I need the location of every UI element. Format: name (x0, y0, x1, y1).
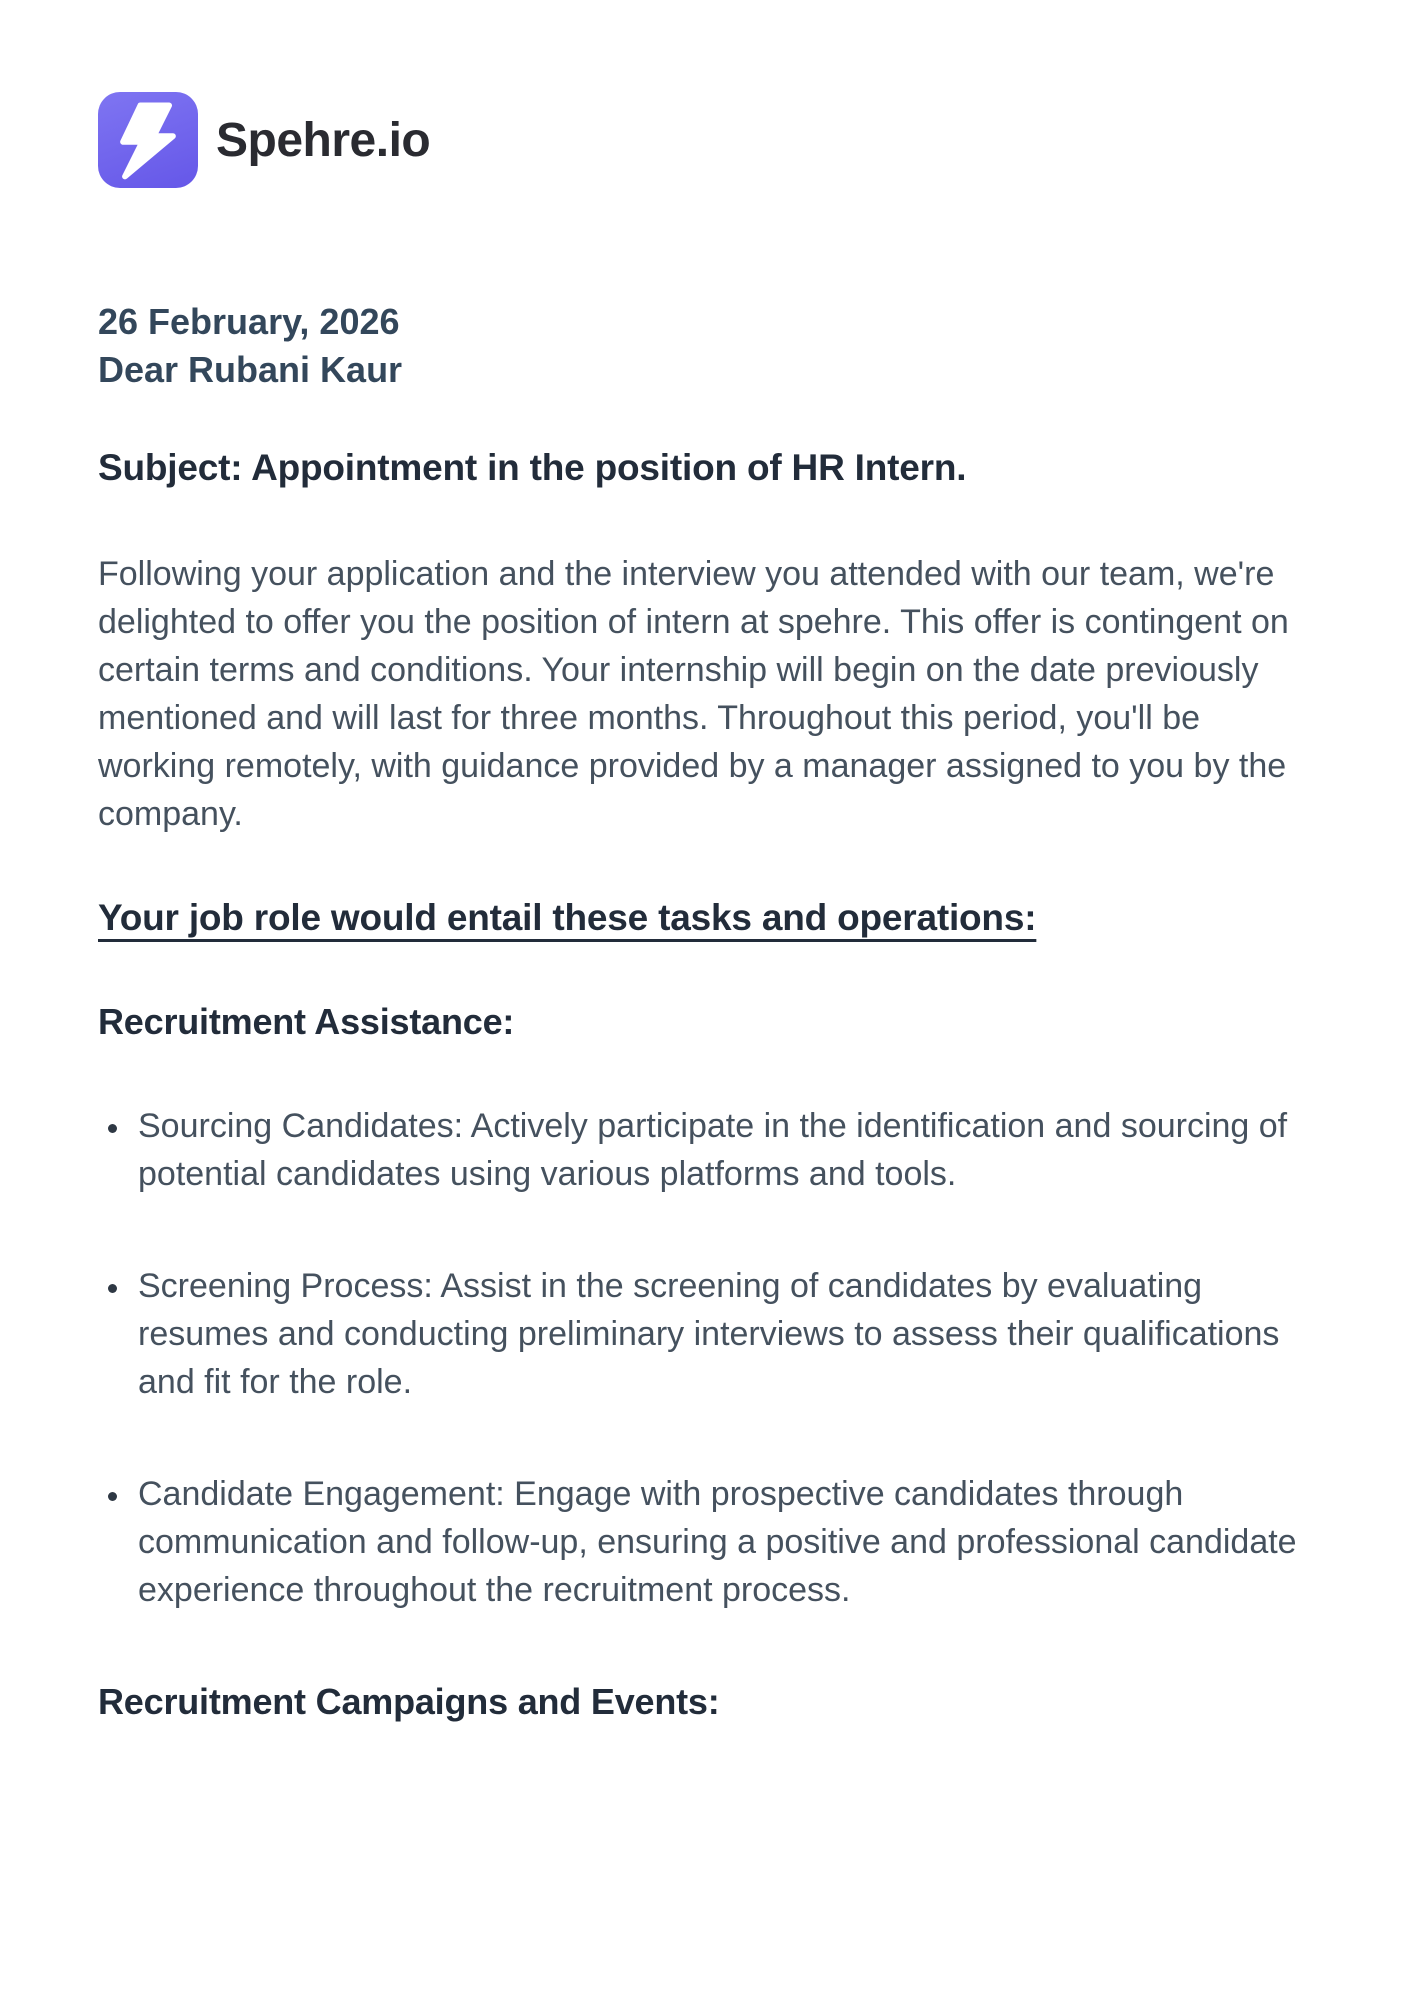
brand-name: Spehre.io (216, 113, 431, 167)
letter-date: 26 February, 2026 (98, 301, 400, 342)
subsection-title-recruitment-assistance: Recruitment Assistance: (98, 1001, 515, 1042)
list-item-candidate-engagement: • Candidate Engagement: Engage with prospective candidates through communication and follow-up, ensuring a positive and professional candidate experience throughout the recruitment process. (132, 1470, 1318, 1614)
intro-paragraph: Following your application and the interview you attended with our team, we're delighted to offer you the position of intern at spehre. This offer is contingent on certain terms and conditions. Your internship will begin on the date previously mentioned and will last for three months. Throughout this period, you'll be working remotely, with guidance provided by a manager assigned to you by the company. (98, 555, 1289, 833)
spehre-logo-icon (98, 92, 198, 188)
subject-line: Subject: Appointment in the position of HR Intern. (98, 447, 967, 488)
date-block (98, 298, 1318, 394)
recruitment-assistance-list (98, 1102, 1318, 1614)
brand-header (98, 92, 1318, 188)
list-item-screening-process: • Screening Process: Assist in the screening of candidates by evaluating resumes and conducting preliminary interviews to assess their qualifications and fit for the role. (132, 1262, 1318, 1406)
list-item-sourcing-candidates: • Sourcing Candidates: Actively participate in the identification and sourcing of potential candidates using various platforms and tools. (132, 1102, 1318, 1198)
section-heading-job-role: Your job role would entail these tasks and operations: (98, 897, 1037, 938)
salutation: Dear Rubani Kaur (98, 349, 403, 390)
subsection-title-campaigns-events: Recruitment Campaigns and Events: (98, 1681, 720, 1722)
